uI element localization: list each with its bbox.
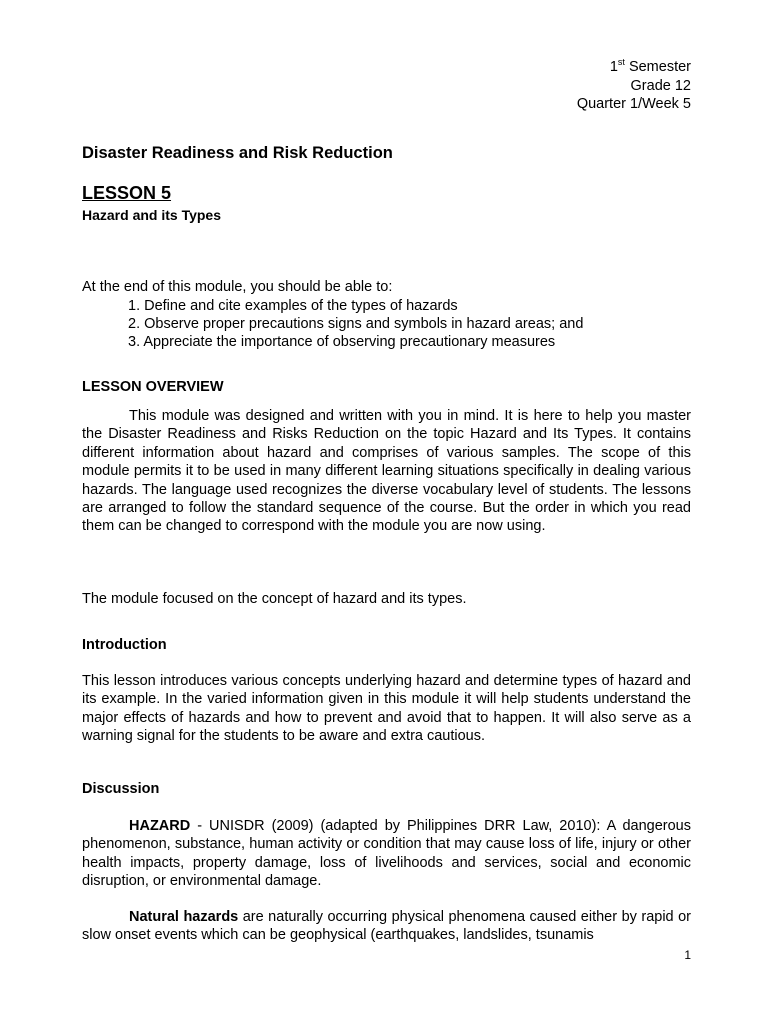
focus-paragraph: The module focused on the concept of hazard and its types. <box>82 591 467 607</box>
objectives-intro: At the end of this module, you should be able to: <box>82 279 393 295</box>
hazard-term: HAZARD <box>129 818 191 834</box>
page-number: 1 <box>684 948 691 962</box>
quarter-line: Quarter 1/Week 5 <box>576 96 691 112</box>
hazard-definition: - UNISDR (2009) (adapted by Philippines DRR Law, 2010): A dangerous phenomenon, substance, human activity or condition that may cause loss of life, injury or other health impacts, property damage, loss of livelihoods and services, social and economic disruption, or environmental damage. <box>82 818 691 890</box>
overview-paragraph: This module was designed and written with you in mind. It is here to help you master the Disaster Readiness and Risks Reduction on the topic Hazard and Its Types. It contains different information about hazard and comprises of various samples. The scope of this module permits it to be used in many different learning situations specifically in dealing various hazards. The language used recognizes the diverse vocabulary level of students. The lessons are arranged to follow the standard sequence of the course. But the order in which you read them can be changed to correspond with the module you are now using. <box>82 408 691 535</box>
natural-hazards-text: are naturally occurring physical phenomena caused either by rapid or slow onset events which can be geophysical (earthquakes, landslides, tsunamis <box>82 909 691 944</box>
natural-hazards-term: Natural hazards <box>129 909 239 925</box>
introduction-paragraph: This lesson introduces various concepts underlying hazard and determine types of hazard and its example. In the varied information given in this module it will help students understand the major effects of hazards and how to prevent and avoid that to happen. It will also serve as a warning signal for the students to be aware and extra cautious. <box>82 673 691 745</box>
semester-label: Semester <box>628 59 691 75</box>
objective-item: 3. Appreciate the importance of observing precautionary measures <box>128 334 556 350</box>
semester-line <box>577 58 691 77</box>
overview-heading: LESSON OVERVIEW <box>82 379 224 395</box>
course-title: Disaster Readiness and Risk Reduction <box>82 144 393 162</box>
objectives-list <box>82 297 691 351</box>
objective-item: 2. Observe proper precautions signs and symbols in hazard areas; and <box>128 316 584 332</box>
discussion-heading: Discussion <box>82 781 160 797</box>
lesson-subtitle: Hazard and its Types <box>82 207 222 223</box>
introduction-heading: Introduction <box>82 637 167 653</box>
objective-item: 1. Define and cite examples of the types of hazards <box>128 298 458 314</box>
grade-line: Grade 12 <box>630 77 691 94</box>
natural-hazards-paragraph <box>82 908 691 945</box>
document-header <box>577 58 691 114</box>
semester-superscript: st <box>617 57 625 68</box>
lesson-number: LESSON 5 <box>82 183 172 203</box>
semester-number: 1 <box>609 59 618 75</box>
hazard-paragraph <box>82 817 691 891</box>
